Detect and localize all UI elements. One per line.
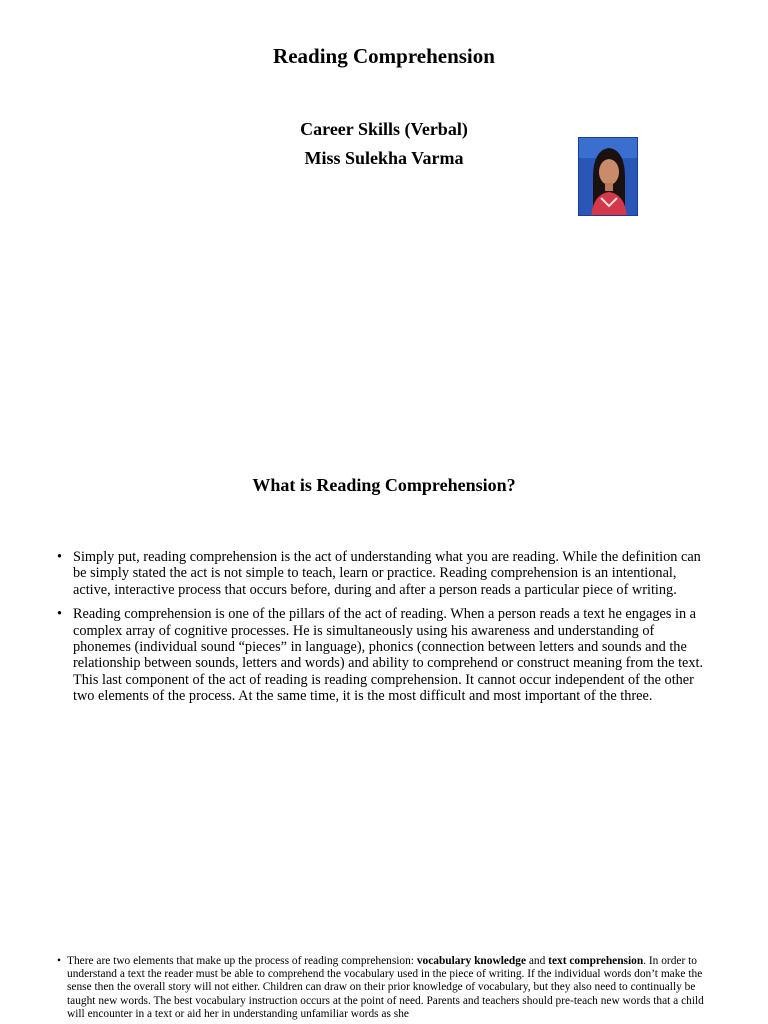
list-item — [56, 606, 711, 704]
bullet-icon: • — [57, 955, 61, 967]
bullet-icon: • — [57, 606, 63, 623]
bullet-connector: and — [526, 955, 549, 967]
bullet-list — [57, 955, 717, 1021]
term-vocabulary-knowledge: vocabulary knowledge — [416, 955, 526, 967]
portrait-image — [579, 138, 638, 216]
course-name: Career Skills (Verbal) — [300, 119, 468, 139]
instructor-name: Miss Sulekha Varma — [304, 148, 464, 168]
bullet-list — [56, 549, 711, 713]
bullet-intro: There are two elements that make up the process of reading comprehension: — [67, 955, 417, 967]
term-text-comprehension: text comprehension — [548, 955, 644, 967]
list-item — [57, 955, 717, 1021]
slide-title: Reading Comprehension — [273, 44, 495, 68]
bullet-icon: • — [57, 549, 63, 565]
section-heading: What is Reading Comprehension? — [252, 475, 516, 495]
instructor-photo — [578, 137, 638, 216]
bullet-text: Reading comprehension is one of the pillars of the act of reading. When a person reads a text he engages in a complex array of cognitive processes. He is simultaneously using his awareness and understanding of phonemes (individual sound “pieces” in language), phonics (connection between letters and sounds and the relationship between sounds, letters and words) and ability to comprehend or construct meaning from the text. This last component of the act of reading is reading comprehension. It cannot occur independent of the other two elements of the process. At the same time, it is the most difficult and most important of the three. — [73, 606, 704, 705]
bullet-text: Simply put, reading comprehension is the act of understanding what you are reading. While the definition can be simply stated the act is not simple to teach, learn or practice. Reading comprehension is an intentional, active, interactive process that occurs before, during and after a person reads a particular piece of writing. — [73, 549, 701, 598]
bullet-text: . In order to understand a text the reader must be able to comprehend the vocabulary used in the piece of writing. If the individual words don’t make the sense then the overall story will not either. Children can draw on their prior knowledge of vocabulary, but they also need to continually be taught new words. The best vocabulary instruction occurs at the point of need. Parents and teachers should pre-teach new words that a child will encounter in a text or aid her in understanding unfamiliar words as she — [67, 955, 704, 1020]
list-item — [56, 549, 711, 598]
